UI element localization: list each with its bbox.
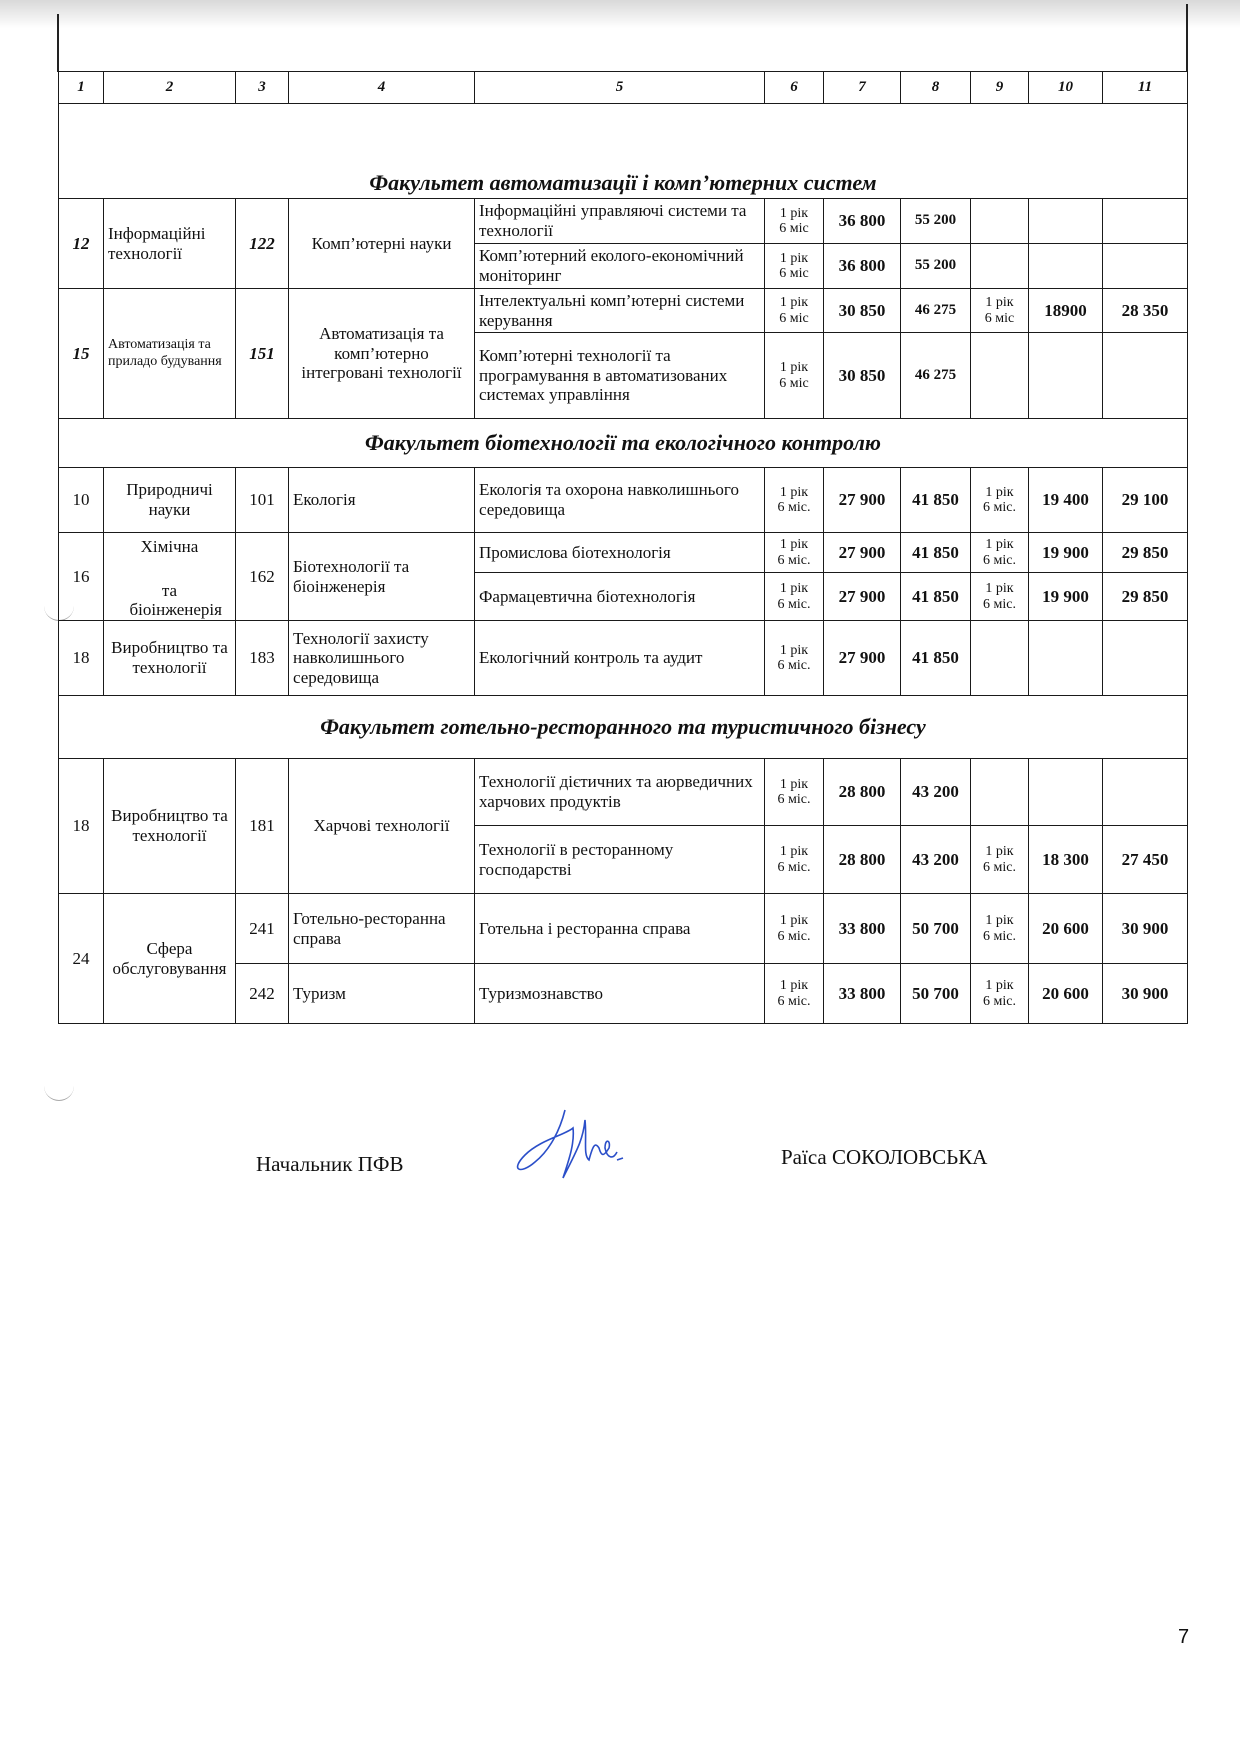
column-number-header — [288, 71, 475, 104]
field-name — [103, 532, 236, 621]
field-code — [58, 198, 104, 289]
field-code — [58, 893, 104, 1024]
study-duration-part-time — [970, 825, 1029, 894]
specialty-code-text: 183 — [249, 648, 275, 668]
column-number-header-text: 10 — [1058, 78, 1073, 95]
tuition-fee-part-time-text: 18900 — [1044, 300, 1087, 320]
study-duration — [764, 893, 824, 964]
tuition-fee-full-time-alt-text: 55 200 — [914, 257, 957, 274]
program-name-text: Готельна і ресторанна справа — [479, 918, 691, 938]
tuition-fee-full-time-alt-text: 43 200 — [912, 782, 959, 802]
column-number-header-text: 2 — [165, 78, 174, 95]
specialty-name-text: Екологія — [293, 490, 356, 510]
tuition-fee-part-time-text: 20 600 — [1042, 983, 1089, 1003]
tuition-fee-full-time — [823, 243, 901, 289]
column-number-header-text: 11 — [1137, 78, 1153, 95]
field-code-text: 15 — [72, 343, 90, 363]
study-duration-part-time — [970, 467, 1029, 533]
column-number-header-text: 4 — [377, 78, 386, 95]
faculty-heading — [58, 418, 1188, 468]
column-number-header-text: 7 — [858, 78, 866, 95]
program-name — [474, 467, 765, 533]
punch-hole-mark — [44, 1086, 74, 1101]
study-duration-part-time — [970, 332, 1029, 419]
tuition-fee-full-time-text: 27 900 — [838, 490, 886, 510]
program-name — [474, 963, 765, 1024]
field-code-text: 12 — [72, 233, 90, 253]
study-duration — [764, 963, 824, 1024]
program-name-text: Інформаційні управляючі системи та технології — [479, 201, 747, 240]
tuition-fee-part-time-text: 20 600 — [1042, 918, 1089, 938]
column-number-header — [900, 71, 971, 104]
tuition-fee-full-time-alt — [900, 532, 971, 573]
tuition-fee-full-time-text: 27 900 — [838, 542, 886, 562]
tuition-fee-full-time-text: 30 850 — [838, 300, 886, 320]
study-duration — [764, 243, 824, 289]
field-name — [103, 620, 236, 696]
tuition-fee-full-time-text: 33 800 — [838, 918, 886, 938]
faculty-heading-text: Факультет автоматизації і комп’ютерних систем — [369, 169, 877, 195]
field-name — [103, 758, 236, 894]
field-name-text: Інформаційні технології — [108, 223, 206, 263]
field-name — [103, 893, 236, 1024]
tuition-fee-full-time-text: 27 900 — [838, 586, 886, 606]
tuition-fee-part-time — [1028, 243, 1103, 289]
study-duration-text: 1 рік 6 міс — [779, 205, 809, 236]
program-name-text: Промислова біотехнологія — [479, 542, 671, 562]
tuition-fee-full-time — [823, 198, 901, 244]
study-duration-part-time-text: 1 рік 6 міс. — [983, 581, 1016, 612]
field-code — [58, 467, 104, 533]
tuition-fee-full-time-alt-text: 41 850 — [912, 490, 959, 510]
study-duration-text: 1 рік 6 міс. — [777, 913, 811, 944]
tuition-fee-full-time-alt — [900, 758, 971, 826]
column-number-header — [235, 71, 289, 104]
tuition-fee-full-time-alt — [900, 288, 971, 333]
column-number-header-text: 9 — [995, 78, 1004, 95]
column-number-header — [1102, 71, 1188, 104]
tuition-fee-full-time — [823, 893, 901, 964]
tuition-fee-part-time-alt — [1102, 332, 1188, 419]
column-number-header-text: 8 — [931, 78, 940, 95]
faculty-heading-text: Факультет біотехнології та екологічного контролю — [365, 430, 881, 456]
tuition-fee-full-time-alt-text: 46 275 — [914, 366, 957, 383]
study-duration — [764, 620, 824, 696]
tuition-fee-full-time — [823, 332, 901, 419]
tuition-fee-full-time-alt-text: 41 850 — [912, 542, 959, 562]
tuition-fee-full-time — [823, 825, 901, 894]
program-name-text: Інтелектуальні комп’ютерні системи керування — [479, 290, 745, 330]
program-name — [474, 620, 765, 696]
specialty-name-text: Комп’ютерні науки — [311, 233, 452, 253]
tuition-fee-full-time — [823, 963, 901, 1024]
tuition-fee-part-time-alt — [1102, 243, 1188, 289]
specialty-code-text: 242 — [249, 983, 275, 1003]
program-name — [474, 758, 765, 826]
tuition-fee-full-time-text: 30 850 — [838, 365, 886, 385]
specialty-name — [288, 532, 475, 621]
field-name-top: Хімічна — [140, 537, 199, 556]
study-duration-text: 1 рік 6 міс. — [777, 484, 811, 515]
specialty-name-text: Туризм — [293, 983, 346, 1003]
specialty-code-text: 241 — [249, 918, 275, 938]
tuition-fee-full-time-alt — [900, 198, 971, 244]
field-code — [58, 620, 104, 696]
program-name — [474, 893, 765, 964]
column-number-header — [823, 71, 901, 104]
tuition-fee-full-time-text: 27 900 — [838, 648, 886, 668]
signatory-position: Начальник ПФВ — [256, 1152, 404, 1176]
study-duration-text: 1 рік 6 міс. — [777, 776, 811, 807]
tuition-fee-part-time-alt-text: 30 900 — [1121, 918, 1169, 938]
tuition-fee-full-time — [823, 572, 901, 621]
specialty-code — [235, 963, 289, 1024]
tuition-fee-part-time-text: 18 300 — [1042, 849, 1089, 869]
study-duration — [764, 467, 824, 533]
study-duration-part-time-text: 1 рік 6 міс. — [983, 844, 1016, 875]
program-name — [474, 288, 765, 333]
specialty-code — [235, 758, 289, 894]
tuition-fee-full-time-alt-text: 46 275 — [914, 301, 957, 318]
column-number-header — [58, 71, 104, 104]
field-name-text: Автоматизація та приладо будування — [108, 337, 222, 369]
tuition-fee-part-time — [1028, 893, 1103, 964]
program-name — [474, 572, 765, 621]
tuition-fee-part-time-alt — [1102, 572, 1188, 621]
field-code-text: 16 — [72, 566, 90, 586]
study-duration — [764, 288, 824, 333]
tuition-fee-full-time-alt — [900, 825, 971, 894]
tuition-fee-part-time — [1028, 963, 1103, 1024]
specialty-code — [235, 467, 289, 533]
study-duration-text: 1 рік 6 міс. — [777, 844, 811, 875]
field-name-text: Виробництво та технології — [111, 806, 228, 845]
column-number-header — [103, 71, 236, 104]
tuition-fee-full-time-alt — [900, 243, 971, 289]
specialty-name-text: Технології захисту навколишнього середовища — [293, 628, 429, 687]
study-duration — [764, 825, 824, 894]
tuition-fee-part-time-text: 19 400 — [1042, 490, 1089, 510]
field-code-text: 10 — [72, 490, 90, 510]
study-duration-part-time-text: 1 рік 6 міс — [984, 295, 1015, 326]
study-duration-text: 1 рік 6 міс. — [777, 978, 811, 1009]
study-duration — [764, 758, 824, 826]
column-number-header-text: 3 — [258, 78, 266, 95]
tuition-fee-full-time-alt-text: 41 850 — [912, 586, 959, 606]
field-name-text: Сфера обслуговування — [112, 938, 227, 978]
tuition-fee-full-time-text: 36 800 — [838, 256, 886, 276]
tuition-fee-part-time — [1028, 467, 1103, 533]
specialty-name-text: Харчові технології — [313, 816, 450, 836]
tuition-fee-part-time-alt-text: 29 100 — [1121, 490, 1169, 510]
tuition-fee-part-time-alt-text: 29 850 — [1121, 586, 1169, 606]
tuition-fee-part-time-alt-text: 27 450 — [1121, 849, 1169, 869]
tuition-fee-full-time — [823, 532, 901, 573]
column-number-header-text: 5 — [615, 78, 624, 95]
study-duration-part-time — [970, 198, 1029, 244]
tuition-fee-full-time — [823, 620, 901, 696]
tuition-fee-part-time-alt-text: 28 350 — [1121, 300, 1169, 320]
study-duration-part-time — [970, 758, 1029, 826]
signatory-name: Раїса СОКОЛОВСЬКА — [781, 1145, 988, 1169]
tuition-fee-part-time — [1028, 825, 1103, 894]
tuition-fee-full-time — [823, 758, 901, 826]
study-duration-part-time — [970, 893, 1029, 964]
field-code-text: 18 — [72, 648, 90, 668]
specialty-name-text: Біотехнології та біоінженерія — [293, 556, 410, 596]
tuition-fee-full-time-alt — [900, 893, 971, 964]
program-name-text: Комп’ютерні технології та програмування в автоматизованих системах управління — [479, 346, 728, 405]
study-duration-part-time — [970, 963, 1029, 1024]
program-name-text: Туризмознавство — [479, 983, 604, 1003]
program-name-text: Екологічний контроль та аудит — [479, 648, 703, 668]
study-duration-part-time — [970, 620, 1029, 696]
specialty-name — [288, 467, 475, 533]
study-duration-part-time — [970, 288, 1029, 333]
column-number-header — [474, 71, 765, 104]
program-name-text: Екологія та охорона навколишнього середовища — [479, 480, 739, 519]
specialty-code — [235, 198, 289, 289]
tuition-fee-part-time-alt — [1102, 825, 1188, 894]
study-duration-text: 1 рік 6 міс — [779, 295, 809, 326]
study-duration-part-time — [970, 572, 1029, 621]
tuition-fee-part-time-text: 19 900 — [1042, 542, 1089, 562]
specialty-name — [288, 288, 475, 419]
specialty-code — [235, 620, 289, 696]
tuition-fee-part-time — [1028, 620, 1103, 696]
tuition-fee-part-time-alt — [1102, 288, 1188, 333]
tuition-fee-full-time-alt-text: 50 700 — [912, 983, 959, 1003]
program-name — [474, 532, 765, 573]
field-name — [103, 198, 236, 289]
tuition-fee-full-time-text: 33 800 — [838, 983, 886, 1003]
field-name — [103, 288, 236, 419]
tuition-fee-full-time — [823, 467, 901, 533]
program-name-text: Фармацевтична біотехнологія — [479, 586, 696, 606]
tuition-fee-part-time-alt — [1102, 198, 1188, 244]
field-code — [58, 288, 104, 419]
tuition-fee-full-time-text: 36 800 — [838, 211, 886, 231]
specialty-code — [235, 532, 289, 621]
field-code — [58, 532, 104, 621]
tuition-fee-part-time — [1028, 532, 1103, 573]
tuition-fee-full-time-alt — [900, 963, 971, 1024]
study-duration-part-time — [970, 532, 1029, 573]
column-number-header — [1028, 71, 1103, 104]
tuition-fee-part-time — [1028, 198, 1103, 244]
field-name-bottom: та біоінженерія — [129, 580, 222, 620]
tuition-fee-full-time-alt — [900, 467, 971, 533]
field-code-text: 24 — [72, 948, 90, 968]
study-duration-part-time — [970, 243, 1029, 289]
table-frame-left-top — [57, 14, 59, 72]
tuition-fee-part-time — [1028, 572, 1103, 621]
program-name-text: Комп’ютерний еколого-економічний моніторинг — [479, 246, 744, 285]
tuition-fee-part-time — [1028, 288, 1103, 333]
specialty-code-text: 151 — [249, 343, 275, 363]
study-duration-text: 1 рік 6 міс — [779, 360, 809, 391]
faculty-heading — [58, 695, 1188, 759]
tuition-fee-part-time-alt — [1102, 467, 1188, 533]
study-duration — [764, 532, 824, 573]
field-code — [58, 758, 104, 894]
faculty-heading — [58, 103, 1188, 199]
tuition-fee-part-time-alt — [1102, 893, 1188, 964]
study-duration-part-time-text: 1 рік 6 міс. — [983, 913, 1016, 944]
program-name-text: Технології в ресторанному господарстві — [479, 839, 674, 879]
program-name — [474, 243, 765, 289]
tuition-fee-part-time — [1028, 332, 1103, 419]
tuition-fee-full-time-text: 28 800 — [838, 782, 886, 802]
specialty-name — [288, 963, 475, 1024]
specialty-name-text: Автоматизація та комп’ютерно інтегровані технології — [301, 324, 462, 383]
field-name-text: Виробництво та технології — [111, 638, 228, 677]
tuition-fee-part-time-text: 19 900 — [1042, 586, 1089, 606]
table-frame-right-top — [1186, 4, 1188, 72]
column-number-header-text: 6 — [790, 78, 798, 95]
faculty-heading-text: Факультет готельно-ресторанного та туристичного бізнесу — [320, 714, 926, 740]
tuition-fee-full-time-alt-text: 50 700 — [912, 918, 959, 938]
study-duration — [764, 332, 824, 419]
tuition-fee-part-time-alt — [1102, 963, 1188, 1024]
specialty-name — [288, 620, 475, 696]
study-duration-part-time-text: 1 рік 6 міс. — [983, 537, 1016, 568]
specialty-code — [235, 288, 289, 419]
tuition-fee-part-time — [1028, 758, 1103, 826]
page-number: 7 — [1178, 1626, 1190, 1648]
tuition-fee-part-time-alt-text: 29 850 — [1121, 542, 1169, 562]
specialty-code-text: 162 — [249, 566, 275, 586]
program-name-text: Технології дієтичних та аюрведичних харчових продуктів — [479, 772, 753, 811]
specialty-name-text: Готельно-ресторанна справа — [293, 908, 446, 948]
column-number-header — [970, 71, 1029, 104]
program-name — [474, 825, 765, 894]
study-duration-text: 1 рік 6 міс. — [777, 642, 811, 673]
study-duration-text: 1 рік 6 міс. — [777, 537, 811, 568]
study-duration — [764, 198, 824, 244]
study-duration — [764, 572, 824, 621]
program-name — [474, 198, 765, 244]
field-name-text: Природничі науки — [126, 480, 213, 519]
specialty-code-text: 101 — [249, 490, 275, 510]
study-duration-text: 1 рік 6 міс — [779, 250, 809, 281]
tuition-fee-full-time-alt — [900, 620, 971, 696]
field-name — [103, 467, 236, 533]
specialty-name — [288, 758, 475, 894]
study-duration-part-time-text: 1 рік 6 міс. — [983, 978, 1016, 1009]
tuition-fee-full-time-alt — [900, 572, 971, 621]
study-duration-part-time-text: 1 рік 6 міс. — [983, 484, 1016, 515]
specialty-code-text: 122 — [249, 233, 275, 253]
field-code-text: 18 — [72, 816, 90, 836]
tuition-fee-part-time-alt-text: 30 900 — [1121, 983, 1169, 1003]
column-number-header-text: 1 — [77, 78, 85, 95]
tuition-fee-part-time-alt — [1102, 758, 1188, 826]
scan-top-shadow — [0, 0, 1240, 28]
tuition-fee-part-time-alt — [1102, 620, 1188, 696]
tuition-fee-full-time-text: 28 800 — [838, 849, 886, 869]
tuition-fee-full-time-alt-text: 55 200 — [914, 212, 957, 229]
specialty-code-text: 181 — [249, 816, 275, 836]
tuition-fee-full-time — [823, 288, 901, 333]
tuition-fee-full-time-alt — [900, 332, 971, 419]
study-duration-text: 1 рік 6 міс. — [777, 581, 811, 612]
specialty-name — [288, 198, 475, 289]
tuition-fee-full-time-alt-text: 43 200 — [912, 849, 959, 869]
program-name — [474, 332, 765, 419]
handwritten-signature — [505, 1100, 655, 1190]
specialty-name — [288, 893, 475, 964]
specialty-code — [235, 893, 289, 964]
tuition-fee-part-time-alt — [1102, 532, 1188, 573]
column-number-header — [764, 71, 824, 104]
tuition-fee-full-time-alt-text: 41 850 — [912, 648, 959, 668]
